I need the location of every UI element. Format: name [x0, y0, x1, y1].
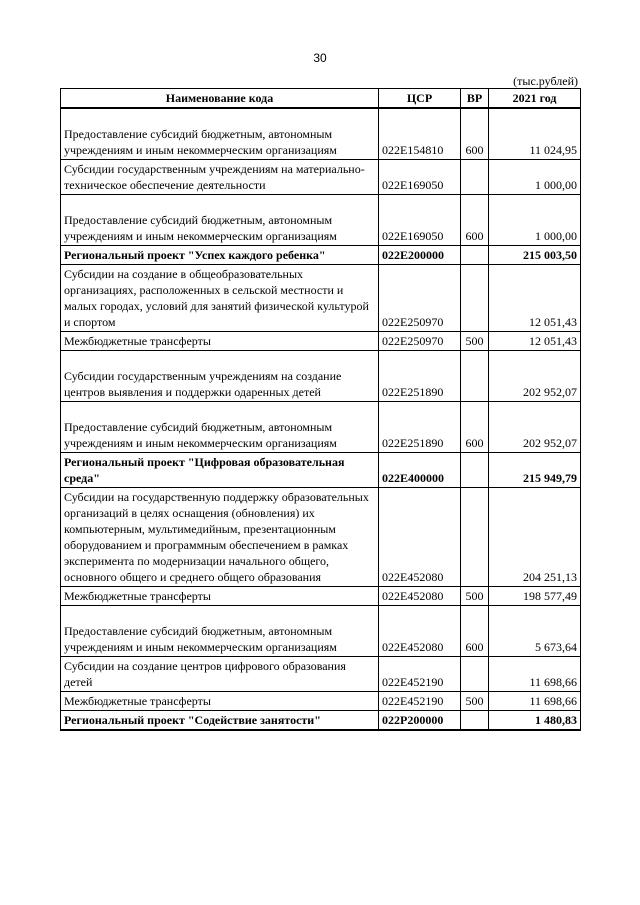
- table-row-project: [61, 453, 581, 488]
- cell-amount: 11 698,66: [489, 692, 581, 711]
- cell-amount: 202 952,07: [489, 351, 581, 402]
- cell-csr: 022E452190: [379, 692, 461, 711]
- units-label: (тыс.рублей): [513, 74, 578, 88]
- cell-name: [61, 606, 379, 657]
- cell-csr: 022E154810: [379, 108, 461, 160]
- table-body: [61, 108, 581, 730]
- cell-amount: 202 952,07: [489, 402, 581, 453]
- cell-amount: 11 698,66: [489, 657, 581, 692]
- table-row: [61, 195, 581, 246]
- cell-csr: 022E200000: [379, 246, 461, 265]
- cell-amount: 215 003,50: [489, 246, 581, 265]
- cell-name-text: Субсидии на создание центров цифрового образования детей: [64, 659, 346, 689]
- cell-csr: 022E251890: [379, 402, 461, 453]
- cell-csr: 022E452190: [379, 657, 461, 692]
- cell-name: [61, 265, 379, 332]
- cell-amount: 1 000,00: [489, 195, 581, 246]
- cell-name: [61, 587, 379, 606]
- cell-name-text: Региональный проект "Содействие занятости": [64, 713, 321, 727]
- cell-name: [61, 402, 379, 453]
- cell-name: [61, 108, 379, 160]
- table-row: [61, 587, 581, 606]
- cell-amount: 198 577,49: [489, 587, 581, 606]
- cell-amount: 1 000,00: [489, 160, 581, 195]
- table-row: [61, 332, 581, 351]
- cell-vr: [461, 488, 489, 587]
- cell-amount: 12 051,43: [489, 265, 581, 332]
- cell-amount: 12 051,43: [489, 332, 581, 351]
- table-row: [61, 265, 581, 332]
- table-row: [61, 351, 581, 402]
- cell-vr: 500: [461, 587, 489, 606]
- cell-name-text: Предоставление субсидий бюджетным, автономным учреждениям и иным некоммерческим организациям: [64, 127, 337, 157]
- cell-name-text: Межбюджетные трансферты: [64, 334, 211, 348]
- cell-amount: 5 673,64: [489, 606, 581, 657]
- cell-name: [61, 332, 379, 351]
- cell-name-text: Предоставление субсидий бюджетным, автономным учреждениям и иным некоммерческим организациям: [64, 213, 337, 243]
- cell-name: [61, 195, 379, 246]
- cell-name: [61, 453, 379, 488]
- table-row: [61, 108, 581, 160]
- page-number: 30: [313, 51, 327, 65]
- cell-name-text: Субсидии государственным учреждениям на материально-техническое обеспечение деятельности: [64, 162, 365, 192]
- cell-amount: 204 251,13: [489, 488, 581, 587]
- table-row-project: [61, 246, 581, 265]
- cell-name-text: Субсидии на государственную поддержку образовательных организаций в целях оснащения (обновления) их компьютерным, мультимедийным, презентационным оборудованием и программным обеспечением в рамках эксперимента по модернизации начального общего, основного общего и среднего общего образования: [64, 490, 369, 584]
- cell-csr: 022E250970: [379, 265, 461, 332]
- cell-vr: [461, 246, 489, 265]
- cell-amount: 215 949,79: [489, 453, 581, 488]
- cell-vr: [461, 657, 489, 692]
- cell-vr: 500: [461, 692, 489, 711]
- header-name: Наименование кода: [61, 89, 379, 109]
- cell-vr: 600: [461, 195, 489, 246]
- cell-name-text: Предоставление субсидий бюджетным, автономным учреждениям и иным некоммерческим организациям: [64, 420, 337, 450]
- cell-name-text: Региональный проект "Цифровая образовательная среда": [64, 455, 345, 485]
- cell-vr: [461, 711, 489, 731]
- header-csr: ЦСР: [379, 89, 461, 109]
- cell-vr: [461, 351, 489, 402]
- cell-csr: 022E400000: [379, 453, 461, 488]
- cell-name: [61, 711, 379, 731]
- budget-table: [60, 88, 581, 731]
- cell-csr: 022E169050: [379, 195, 461, 246]
- cell-csr: 022E251890: [379, 351, 461, 402]
- table-row: [61, 692, 581, 711]
- cell-vr: [461, 453, 489, 488]
- cell-vr: [461, 160, 489, 195]
- cell-name-text: Субсидии государственным учреждениям на создание центров выявления и поддержки одаренных детей: [64, 369, 342, 399]
- cell-vr: 600: [461, 606, 489, 657]
- table-row: [61, 402, 581, 453]
- cell-amount: 1 480,83: [489, 711, 581, 731]
- table-row: [61, 657, 581, 692]
- cell-name-text: Региональный проект "Успех каждого ребенка": [64, 248, 326, 262]
- cell-vr: 500: [461, 332, 489, 351]
- cell-csr: 022E452080: [379, 606, 461, 657]
- cell-name-text: Межбюджетные трансферты: [64, 589, 211, 603]
- cell-name: [61, 657, 379, 692]
- cell-csr: 022E452080: [379, 488, 461, 587]
- cell-name-text: Межбюджетные трансферты: [64, 694, 211, 708]
- cell-amount: 11 024,95: [489, 108, 581, 160]
- cell-name: [61, 246, 379, 265]
- cell-csr: 022E250970: [379, 332, 461, 351]
- cell-name: [61, 692, 379, 711]
- cell-name-text: Предоставление субсидий бюджетным, автономным учреждениям и иным некоммерческим организациям: [64, 624, 337, 654]
- cell-vr: [461, 265, 489, 332]
- cell-name: [61, 160, 379, 195]
- table-row-project: [61, 711, 581, 731]
- cell-csr: 022P200000: [379, 711, 461, 731]
- table-row: [61, 160, 581, 195]
- cell-csr: 022E452080: [379, 587, 461, 606]
- cell-vr: 600: [461, 402, 489, 453]
- cell-name: [61, 351, 379, 402]
- header-vr: ВР: [461, 89, 489, 109]
- table-header-row: [61, 89, 581, 109]
- cell-name-text: Субсидии на создание в общеобразовательных организациях, расположенных в сельской местности и малых городах, условий для занятий физической культурой и спортом: [64, 267, 369, 329]
- cell-vr: 600: [461, 108, 489, 160]
- cell-name: [61, 488, 379, 587]
- header-year: 2021 год: [489, 89, 581, 109]
- table-row: [61, 606, 581, 657]
- cell-csr: 022E169050: [379, 160, 461, 195]
- table-row: [61, 488, 581, 587]
